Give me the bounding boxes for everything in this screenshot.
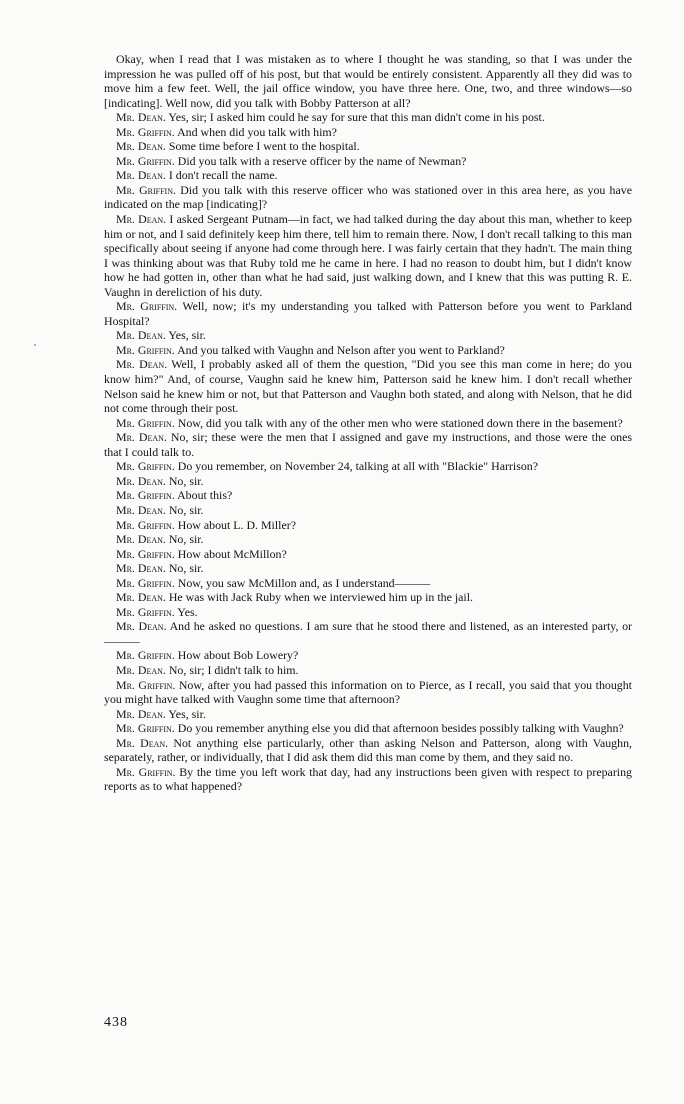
testimony-paragraph <box>104 168 632 183</box>
speaker-name: Mr. Griffin. <box>116 124 175 139</box>
speech-text: Not anything else particularly, other than asking Nelson and Patterson, along with Vaughn, separately, rather, or individually, that I did ask them did this man come by them, and they said no. <box>104 735 632 765</box>
speaker-name: Mr. Dean. <box>116 212 167 227</box>
speech-text: Yes, sir; I asked him could he say for sure that this man didn't come in his post. <box>168 110 545 125</box>
testimony-paragraph <box>104 343 632 358</box>
speaker-name: Mr. Griffin. <box>116 648 175 663</box>
speaker-name: Mr. Dean. <box>116 561 166 576</box>
testimony-paragraph <box>104 125 632 140</box>
speaker-name: Mr. Dean. <box>116 706 166 721</box>
testimony-paragraph <box>104 299 632 328</box>
speech-text: How about McMillon? <box>177 546 287 561</box>
speaker-name: Mr. Griffin. <box>116 546 175 561</box>
speech-text: And he asked no questions. I am sure that he stood there and listened, as an interested party, or——— <box>104 619 632 648</box>
speaker-name: Mr. Griffin. <box>116 488 175 503</box>
testimony-paragraph <box>104 328 632 343</box>
testimony-paragraph <box>104 183 632 212</box>
testimony-paragraph <box>104 736 632 765</box>
speaker-name: Mr. Dean. <box>116 430 167 445</box>
testimony-paragraph <box>104 648 632 663</box>
speaker-name: Mr. Dean. <box>116 473 166 488</box>
testimony-paragraph <box>104 721 632 736</box>
testimony-paragraph <box>104 459 632 474</box>
speaker-name: Mr. Griffin. <box>116 153 175 168</box>
testimony-paragraph <box>104 547 632 562</box>
testimony-paragraph <box>104 576 632 591</box>
speaker-name: Mr. Dean. <box>116 168 166 183</box>
speech-text: I don't recall the name. <box>168 168 278 183</box>
speaker-name: Mr. Griffin. <box>116 182 176 197</box>
speech-text: Well, now; it's my understanding you talked with Patterson before you went to Parkland Hospital? <box>104 299 632 328</box>
speaker-name: Mr. Dean. <box>116 735 169 750</box>
testimony-paragraph <box>104 357 632 415</box>
testimony-paragraph <box>104 532 632 547</box>
speaker-name: Mr. Griffin. <box>116 299 178 314</box>
testimony-paragraph <box>104 678 632 707</box>
speech-text: Did you talk with this reserve officer who was stationed over in this area here, as you have indicated on the map [indicating]? <box>104 182 632 212</box>
speech-text: Now, did you talk with any of the other men who were stationed down there in the basement? <box>177 415 623 430</box>
testimony-paragraph <box>104 619 632 648</box>
testimony-paragraph <box>104 110 632 125</box>
testimony-paragraph <box>104 765 632 794</box>
speaker-name: Mr. Griffin. <box>116 459 175 474</box>
speech-text: No, sir. <box>168 473 204 488</box>
speaker-name: Mr. Dean. <box>116 532 166 547</box>
speech-text: Well, I probably asked all of them the question, "Did you see this man come in here; do you know him?" And, of course, Vaughn said he knew him, Patterson said he knew him. I don't recall whether Nelson said he knew him or not, but that Patterson and Vaughn both stated, and along with Nelson, that he did not come through their post. <box>104 357 632 416</box>
speech-text: How about L. D. Miller? <box>177 517 296 532</box>
testimony-paragraph <box>104 561 632 576</box>
testimony-paragraph <box>104 663 632 678</box>
testimony-paragraph <box>104 212 632 299</box>
speech-text: Now, after you had passed this information on to Pierce, as I recall, you said that you thought you might have talked with Vaughn some time that afternoon? <box>104 677 632 707</box>
testimony-paragraph <box>104 707 632 722</box>
speech-text: By the time you left work that day, had any instructions been given with respect to preparing reports as to what happened? <box>104 764 632 794</box>
testimony-paragraph-continued <box>104 52 632 110</box>
speech-text: He was with Jack Ruby when we interviewed him up in the jail. <box>168 590 473 605</box>
speaker-name: Mr. Griffin. <box>116 604 175 619</box>
speech-text: No, sir. <box>168 502 204 517</box>
testimony-paragraph <box>104 416 632 431</box>
speaker-name: Mr. Dean. <box>116 357 168 372</box>
speaker-name: Mr. Dean. <box>116 328 166 343</box>
speech-text: I asked Sergeant Putnam—in fact, we had talked during the day about this man, whether to keep him or not, and I said definitely keep him there, tell him to remain there. Now, I don't recall talking to this man specifically about seeing if anyone had come through here. I was fairly certain that they hadn't. The main thing I was thinking about was that Ruby told me he came in here. I had no reason to doubt him, but I didn't know how he had gotten in, other than what he had said, just walking down, and I knew that this was putting R. E. Vaughn in dereliction of his duty. <box>104 212 632 299</box>
speech-text: And you talked with Vaughn and Nelson after you went to Parkland? <box>177 342 505 357</box>
speech-text: No, sir. <box>168 532 204 547</box>
testimony-paragraph <box>104 154 632 169</box>
page-number: 438 <box>104 1015 128 1030</box>
speaker-name: Mr. Griffin. <box>116 342 175 357</box>
testimony-paragraph <box>104 503 632 518</box>
speech-text: About this? <box>177 488 233 503</box>
speaker-name: Mr. Dean. <box>116 502 166 517</box>
speaker-name: Mr. Dean. <box>116 590 166 605</box>
speech-text: Yes, sir. <box>168 706 206 721</box>
scan-speck <box>34 344 36 346</box>
speaker-name: Mr. Griffin. <box>116 517 175 532</box>
speech-text: Did you talk with a reserve officer by the name of Newman? <box>177 153 467 168</box>
speech-text: Now, you saw McMillon and, as I understand——— <box>177 575 431 590</box>
speaker-name: Mr. Dean. <box>116 619 167 634</box>
speech-text: No, sir; I didn't talk to him. <box>168 662 299 677</box>
speech-text: Some time before I went to the hospital. <box>168 139 360 154</box>
testimony-paragraph <box>104 139 632 154</box>
speech-text: And when did you talk with him? <box>177 124 337 139</box>
speaker-name: Mr. Dean. <box>116 110 166 125</box>
speaker-name: Mr. Griffin. <box>116 764 176 779</box>
speech-text: Do you remember anything else you did that afternoon besides possibly talking with Vaughn? <box>177 721 624 736</box>
transcript-body <box>104 52 632 794</box>
testimony-paragraph <box>104 590 632 605</box>
speech-text: Do you remember, on November 24, talking at all with "Blackie" Harrison? <box>177 459 538 474</box>
speech-text: Yes, sir. <box>168 328 206 343</box>
testimony-paragraph <box>104 430 632 459</box>
testimony-paragraph <box>104 605 632 620</box>
testimony-paragraph <box>104 518 632 533</box>
speaker-name: Mr. Dean. <box>116 139 166 154</box>
speech-text: No, sir; these were the men that I assigned and gave my instructions, and those were the ones that I could talk to. <box>104 430 633 459</box>
speech-text: Okay, when I read that I was mistaken as to where I thought he was standing, so that I was under the impression he was pulled off of his post, but that would be entirely consistent. Apparently all they did was to move him a few feet. Well, the jail office window, you have three here. One, two, and three windows—so [indicating]. Well now, did you talk with Bobby Patterson at all? <box>104 52 632 110</box>
speech-text: No, sir. <box>168 561 204 576</box>
speaker-name: Mr. Griffin. <box>116 677 176 692</box>
speaker-name: Mr. Dean. <box>116 662 166 677</box>
testimony-paragraph <box>104 474 632 489</box>
speaker-name: Mr. Griffin. <box>116 575 175 590</box>
speech-text: How about Bob Lowery? <box>177 648 299 663</box>
testimony-paragraph <box>104 488 632 503</box>
speech-text: Yes. <box>177 604 198 619</box>
speaker-name: Mr. Griffin. <box>116 415 175 430</box>
speaker-name: Mr. Griffin. <box>116 721 175 736</box>
